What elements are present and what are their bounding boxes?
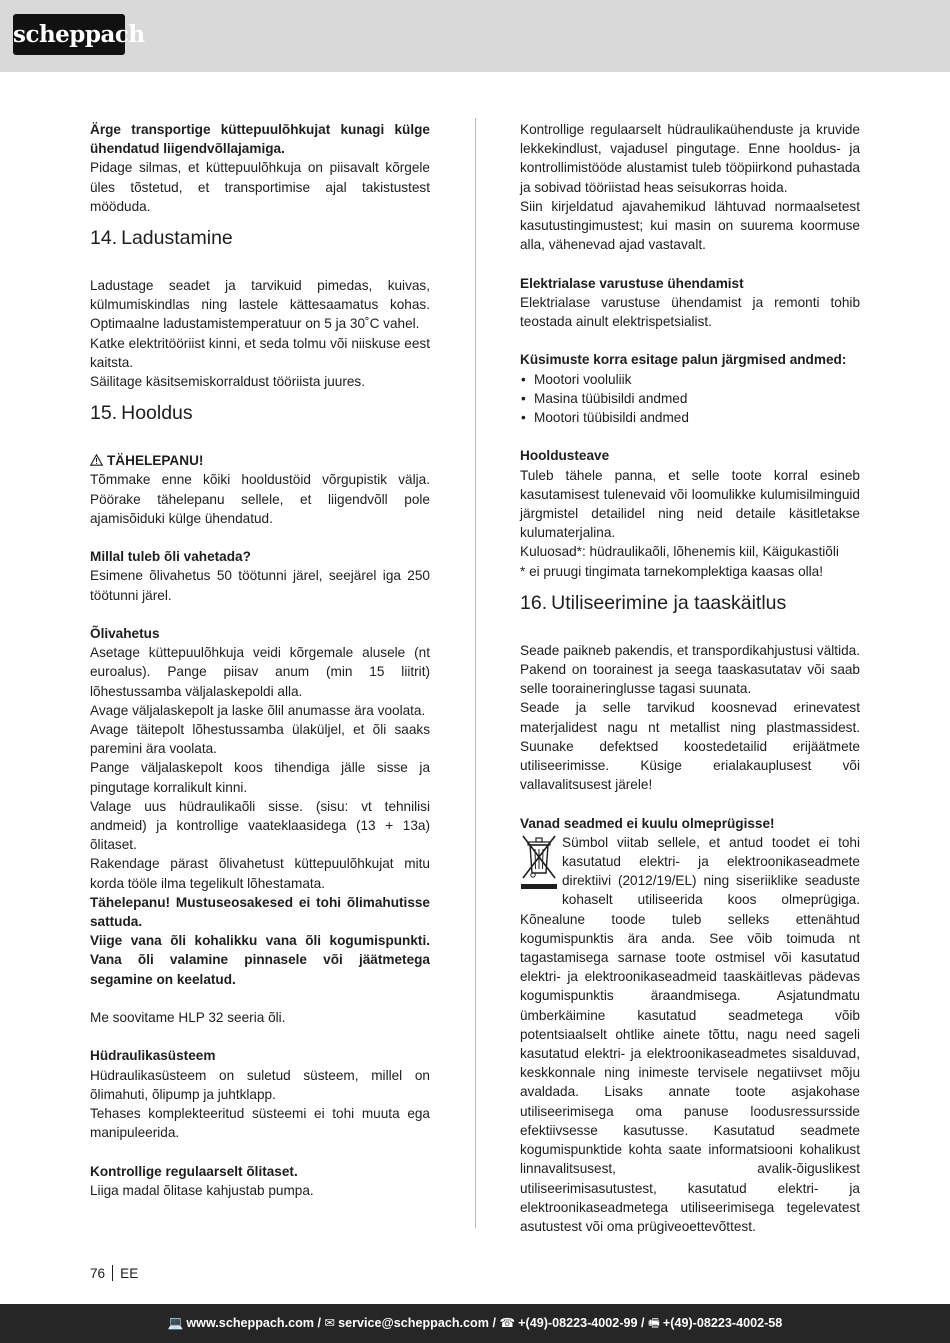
storage-paragraph: Katke elektritööriist kinni, et seda tolmu või niiskuse eest kaitsta.	[90, 335, 430, 370]
oil-when-title: Millal tuleb õli vahetada?	[90, 549, 251, 565]
disposal-text: Seade paikneb pakendis, et transpordikahjustusi vältida. Pakend on toorainest ja seega taaskasutatav või saab selle tooraineringlusse tagasi suunata.	[520, 642, 860, 697]
warning-title: TÄHELEPANU!	[90, 451, 430, 470]
fax-icon: 🖷	[648, 1316, 660, 1330]
service-text: Tuleb tähele panna, et selle toote korral esineb kasutamisest tulenevaid või loomulikke kulumisilminguid järgmistel detailidel ning neid detaile käsitletakse kulumaterjalina.	[520, 467, 860, 541]
service-text: * ei pruugi tingimata tarnekomplektiga kaasas olla!	[520, 563, 824, 579]
mail-icon: ✉	[324, 1316, 336, 1330]
oil-change-step: Pange väljalaskepolt koos tihendiga jälle sisse ja pingutage korralikult kinni.	[90, 760, 430, 795]
list-item: • Masina tüübisildi andmed	[520, 389, 860, 408]
left-column	[90, 120, 430, 1200]
section-14-heading: 14. Ladustamine	[90, 227, 233, 250]
transport-warning: Ärge transportige küttepuulõhkujat kunagi külge ühendatud liigendvõllajamiga.	[90, 122, 430, 157]
oil-when-text: Esimene õlivahetus 50 töötunni järel, seejärel iga 250 töötunni järel.	[90, 568, 430, 603]
oil-change-title: Õlivahetus	[90, 626, 160, 642]
service-text: Kuluosad*: hüdraulikaõli, lõhenemis kiil, Käigukastiõli	[520, 544, 839, 560]
oil-level-title: Kontrollige regulaarselt õlitaset.	[90, 1163, 298, 1179]
oil-change-step: Valage uus hüdraulikaõli sisse. (sisu: vt tehnilisi andmeid) ja kontrollige vaateklaasidega (13 + 13a) õlitaset.	[90, 798, 430, 853]
oil-change-step: Avage väljalaskepolt ja laske õlil anumasse ära voolata.	[90, 702, 426, 718]
disposal-text: Seade ja selle tarvikud koosnevad erinevatest materjalidest nagu nt metallist ning plastmassidest. Suunake defektsed koostedetailid erijäätmete utiliseerimisse. Küsige erialakauplusest või vallavalitsusest järele!	[520, 700, 860, 793]
oil-level-text: Liiga madal õlitase kahjustab pumpa.	[90, 1182, 314, 1198]
hydraulic-text: Tehases komplekteeritud süsteemi ei tohi muuta ega manipuleerida.	[90, 1106, 430, 1141]
email-link[interactable]: service@scheppach.com /	[338, 1316, 496, 1330]
service-title: Hooldusteave	[520, 448, 610, 464]
website-link[interactable]: www.scheppach.com /	[186, 1316, 321, 1330]
oil-warning: Tähelepanu! Mustuseosakesed ei tohi õlimahutisse sattuda.	[90, 894, 430, 930]
weee-block	[520, 833, 860, 1236]
fax-number: +(49)-08223-4002-58	[662, 1316, 783, 1330]
check-paragraph: Siin kirjeldatud ajavahemikud lähtuvad normaalsetest kasutustingimustest; kui masin on suurema koormuse alla, vähenevad ajad vastavalt.	[520, 198, 860, 253]
oil-change-step: Avage täitepolt lõhestussamba ülaküljel, et õli saaks paremini ära voolata.	[90, 722, 430, 757]
language-code: EE	[120, 1266, 139, 1281]
weee-text: Sümbol viitab sellele, et antud toodet ei tohi kasutatud elektri- ja elektroonikaseadmete direktiivi (2012/19/EL) ning siseriiklike seaduste kohaselt utiliseerida koos olmeprügiga. Kõnealune toode tuleb selleks ettenähtud kogumispunktis ära anda. See võib toimuda nt tagastamisega sarnase toote ostmisel või kasutatud elektri- ja elektroonikaseadmeid taaskäitlevas pädevas kogumispunktis äraandmisega. Asjatundmatu ümberkäimine kasutatud seadmetega võib potentsiaalselt ohtlike ainete tõttu, nagu need sageli kasutatud elektri- ja elektroonikaseadmetes sisalduvad, keskkonnale ning inimeste tervisele negatiivset mõju avaldada. Lisaks annate toote asjakohase utiliseerimisega oma panuse loodusressursside efektiivsesse kasutusse. Kasutatud seadmete kogumispunktide kohta saate informatsiooni kohalikust linnavalitsusest, avalik-õiguslikest utiliseerimisasutustest, kasutatud elektri- ja elektroonikaseadmetega utiliseerimisega tegelevatest asutustest või oma prügiveoettevõttest.	[520, 834, 860, 1234]
list-item: • Mootori tüübisildi andmed	[520, 408, 860, 427]
header-bar	[0, 0, 950, 72]
phone-icon: ☎	[499, 1316, 516, 1330]
page-number: 76	[90, 1266, 106, 1281]
weee-title: Vanad seadmed ei kuulu olmeprügisse!	[520, 815, 775, 831]
storage-paragraph: Ladustage seadet ja tarvikuid pimedas, kuivas, külmumiskindlas ning lastele kättesaamatus kohas. Optimaalne ladustamistemperatuur on 5 ja 30˚C vahel.	[90, 278, 430, 332]
section-15-heading: 15. Hooldus	[90, 402, 193, 425]
electrical-title: Elektrialase varustuse ühendamist	[520, 275, 744, 291]
page-footer	[90, 1265, 138, 1281]
warning-triangle-icon	[90, 454, 103, 466]
crossed-out-bin-icon	[520, 833, 558, 891]
computer-icon: 💻	[167, 1316, 184, 1330]
hydraulic-title: Hüdraulikasüsteem	[90, 1048, 216, 1064]
contact-bar	[0, 1304, 950, 1343]
questions-list	[520, 370, 860, 428]
warning-text: Tõmmake enne kõiki hooldustöid võrgupistik välja. Pöörake tähelepanu sellele, et liigendvõll pole ajamisõiduki külge ühendatud.	[90, 472, 430, 526]
section-16-heading: 16. Utiliseerimine ja taaskäitlus	[520, 591, 787, 614]
check-paragraph: Kontrollige regulaarselt hüdraulikaühenduste ja kruvide lekkekindlust, vajadusel pingutage. Enne hooldus- ja kontrollimistööde alustamist tuleb tööpiirkond puhastada ja sobivad tööriistad heas seisukorras hoida.	[520, 122, 860, 195]
electrical-text: Elektrialase varustuse ühendamist ja remonti tohib teostada ainult elektrispetsialist.	[520, 294, 860, 330]
oil-disposal-warning: Viige vana õli kohalikku vana õli kogumispunkti. Vana õli valamine pinnasele või jäätmetega segamine on keelatud.	[90, 933, 430, 987]
hydraulic-text: Hüdraulikasüsteem on suletud süsteem, millel on õlimahuti, õlipump ja juhtklapp.	[90, 1067, 430, 1102]
storage-paragraph: Säilitage käsitsemiskorraldust tööriista juures.	[90, 374, 366, 390]
questions-title: Küsimuste korra esitage palun järgmised andmed:	[520, 352, 847, 368]
oil-change-step: Rakendage pärast õlivahetust küttepuulõhkujat mitu korda tööle ilma tegelikult lõhestamata.	[90, 856, 430, 891]
phone-number: +(49)-08223-4002-99 /	[518, 1316, 645, 1330]
transport-text: Pidage silmas, et küttepuulõhkuja on piisavalt kõrgele üles tõstetud, et transportimise ajal takistustest mööduda.	[90, 160, 430, 214]
oil-recommendation: Me soovitame HLP 32 seeria õli.	[90, 1010, 286, 1026]
column-divider	[475, 118, 476, 1228]
scheppach-logo: scheppach	[13, 14, 125, 55]
right-column	[520, 120, 860, 1236]
oil-change-step: Asetage küttepuulõhkuja veidi kõrgemale alusele (nt euroalus). Pange piisav anum (min 15 liitrit) lõhestussamba väljalaskepoldi alla.	[90, 645, 430, 699]
list-item: • Mootori vooluliik	[520, 370, 860, 389]
